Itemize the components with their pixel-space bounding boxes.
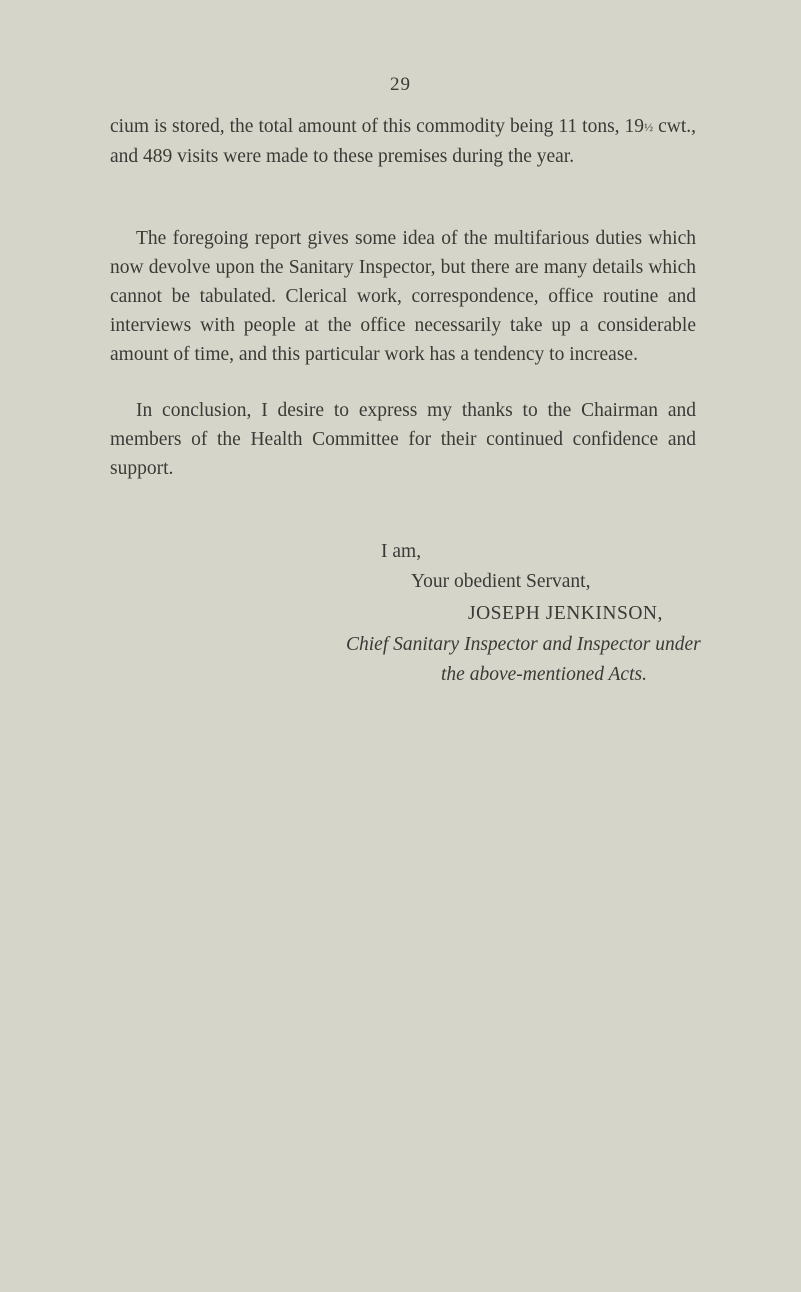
signoff-greeting: I am, [381, 541, 422, 562]
page-number: 29 [390, 74, 411, 95]
paragraph-duties: The foregoing report gives some idea of the multifarious duties which now devolve upon the Sanitary Inspector, but there are many details which cannot be tabulated. Clerical work, correspondence, office routine and interviews with people at the office necessarily take up a considerable amount of time, and this particular work has a tendency to increase. [110, 228, 696, 365]
signatory-title-line-1: Chief Sanitary Inspector and Inspector under [346, 634, 701, 655]
signoff-closing: Your obedient Servant, [411, 571, 591, 592]
fraction-half: ½ [644, 120, 654, 134]
paragraph-conclusion: In conclusion, I desire to express my thanks to the Chairman and members of the Health Committee for their continued confidence and support. [110, 400, 696, 479]
signatory-name: JOSEPH JENKINSON, [468, 603, 663, 624]
paragraph-storage-tail: cwt., and 489 visits were made to these premises during the year. [110, 116, 696, 167]
signatory-title-line-2: the above-mentioned Acts. [441, 664, 647, 685]
paragraph-storage [110, 112, 696, 171]
paragraph-storage-lead: cium is stored, the total amount of this commodity being 11 tons, 19 [110, 116, 645, 137]
